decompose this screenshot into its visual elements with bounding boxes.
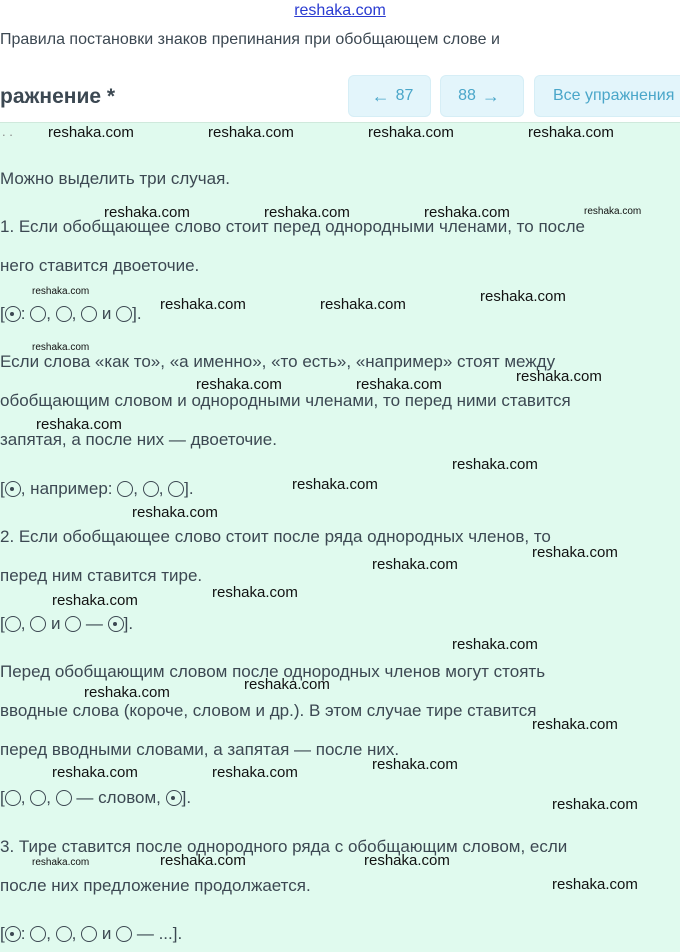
prev-exercise-label: 87 xyxy=(395,87,414,104)
member-circle-icon xyxy=(5,790,21,806)
watermark: reshaka.com xyxy=(196,376,282,393)
watermark: reshaka.com xyxy=(584,206,642,217)
all-exercises-button[interactable] xyxy=(534,75,680,117)
watermark: reshaka.com xyxy=(84,684,170,701)
text-fragment: . . xyxy=(2,124,13,139)
member-circle-icon xyxy=(116,306,132,322)
note-2-line-3: перед вводными словами, а запятая — после них. xyxy=(0,740,400,759)
rule-2-line-2: перед ним ставится тире. xyxy=(0,566,203,585)
watermark: reshaka.com xyxy=(244,676,330,693)
watermark: reshaka.com xyxy=(528,124,614,141)
member-circle-icon xyxy=(30,306,46,322)
member-circle-icon xyxy=(81,926,97,942)
arrow-left-icon: ← xyxy=(371,85,390,106)
watermark: reshaka.com xyxy=(264,204,350,221)
site-logo-link[interactable]: reshaka.com xyxy=(294,2,386,19)
intro-text: Можно выделить три случая. xyxy=(0,169,231,188)
general-word-circle-icon xyxy=(166,790,182,806)
watermark: reshaka.com xyxy=(32,286,90,297)
watermark: reshaka.com xyxy=(368,124,454,141)
member-circle-icon xyxy=(56,790,72,806)
prev-exercise-button[interactable] xyxy=(348,75,431,117)
all-exercises-label: Все упражнения xyxy=(553,87,675,104)
scheme-5: [ : , , и — ...]. xyxy=(0,924,183,943)
note-2-line-1: Перед обобщающим словом после однородных членов могут стоять xyxy=(0,662,546,681)
general-word-circle-icon xyxy=(108,616,124,632)
watermark: reshaka.com xyxy=(52,592,138,609)
watermark: reshaka.com xyxy=(212,764,298,781)
member-circle-icon xyxy=(168,481,184,497)
general-word-circle-icon xyxy=(5,481,21,497)
member-circle-icon xyxy=(56,926,72,942)
watermark: reshaka.com xyxy=(160,852,246,869)
rule-2-line-1: 2. Если обобщающее слово стоит после ряда однородных членов, то xyxy=(0,527,551,546)
scheme-2: [ , например: , , ]. xyxy=(0,479,194,498)
watermark: reshaka.com xyxy=(32,342,90,353)
arrow-right-icon: → xyxy=(481,85,500,106)
watermark: reshaka.com xyxy=(212,584,298,601)
watermark: reshaka.com xyxy=(364,852,450,869)
watermark: reshaka.com xyxy=(52,764,138,781)
member-circle-icon xyxy=(5,616,21,632)
watermark: reshaka.com xyxy=(452,636,538,653)
watermark: reshaka.com xyxy=(132,504,218,521)
member-circle-icon xyxy=(56,306,72,322)
member-circle-icon xyxy=(117,481,133,497)
watermark: reshaka.com xyxy=(424,204,510,221)
watermark: reshaka.com xyxy=(480,288,566,305)
note-1-line-3: запятая, а после них — двоеточие. xyxy=(0,430,277,449)
watermark: reshaka.com xyxy=(452,456,538,473)
watermark: reshaka.com xyxy=(104,204,190,221)
exercise-header xyxy=(0,75,680,120)
watermark: reshaka.com xyxy=(160,296,246,313)
rule-1-line-1: 1. Если обобщающее слово стоит перед однородными членами, то после xyxy=(0,217,585,236)
watermark: reshaka.com xyxy=(208,124,294,141)
member-circle-icon xyxy=(143,481,159,497)
watermark: reshaka.com xyxy=(372,556,458,573)
watermark: reshaka.com xyxy=(552,876,638,893)
page-subtitle: Правила постановки знаков препинания при обобщающем слове и xyxy=(0,31,500,48)
rule-3-line-2: после них предложение продолжается. xyxy=(0,876,311,895)
watermark: reshaka.com xyxy=(356,376,442,393)
page-title: ражнение * xyxy=(0,85,116,108)
watermark: reshaka.com xyxy=(516,368,602,385)
member-circle-icon xyxy=(30,616,46,632)
scheme-4: [ , , — словом, ]. xyxy=(0,788,192,807)
watermark: reshaka.com xyxy=(292,476,378,493)
member-circle-icon xyxy=(65,616,81,632)
watermark: reshaka.com xyxy=(532,716,618,733)
rule-1-line-2: него ставится двоеточие. xyxy=(0,256,200,275)
scheme-3: [ , и — ]. xyxy=(0,614,134,633)
watermark: reshaka.com xyxy=(532,544,618,561)
note-1-line-2: обобщающим словом и однородными членами, то перед ними ставится xyxy=(0,391,571,410)
member-circle-icon xyxy=(116,926,132,942)
watermark: reshaka.com xyxy=(552,796,638,813)
scheme-1: [ : , , и ]. xyxy=(0,304,142,323)
watermark: reshaka.com xyxy=(32,857,90,868)
watermark: reshaka.com xyxy=(372,756,458,773)
note-1-line-1: Если слова «как то», «а именно», «то есть», «например» стоят между xyxy=(0,352,556,371)
watermark: reshaka.com xyxy=(320,296,406,313)
general-word-circle-icon xyxy=(5,926,21,942)
rule-3-line-1: 3. Тире ставится после однородного ряда с обобщающим словом, если xyxy=(0,837,568,856)
next-exercise-label: 88 xyxy=(458,87,476,104)
member-circle-icon xyxy=(30,926,46,942)
note-2-line-2: вводные слова (короче, словом и др.). В этом случае тире ставится xyxy=(0,701,537,720)
watermark: reshaka.com xyxy=(48,124,134,141)
general-word-circle-icon xyxy=(5,306,21,322)
member-circle-icon xyxy=(30,790,46,806)
next-exercise-button[interactable] xyxy=(440,75,524,117)
watermark: reshaka.com xyxy=(36,416,122,433)
member-circle-icon xyxy=(81,306,97,322)
